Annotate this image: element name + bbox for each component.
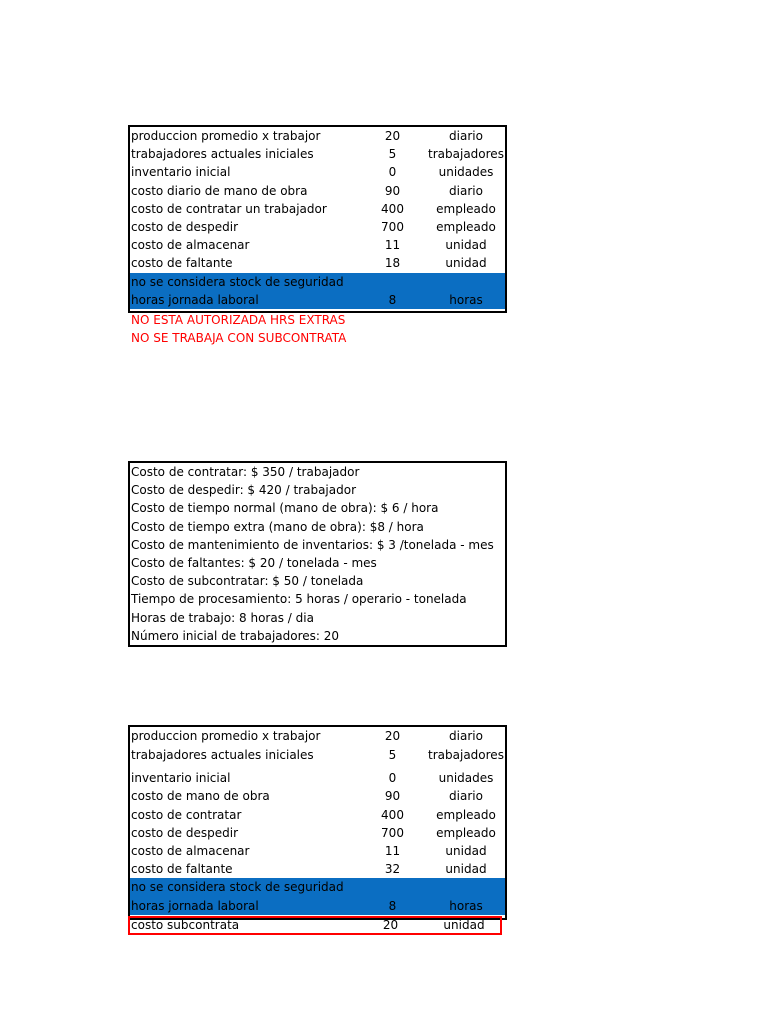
table-row bbox=[130, 236, 505, 254]
row-value: 5 bbox=[388, 748, 397, 763]
table-row bbox=[130, 769, 505, 787]
table-row bbox=[130, 842, 505, 860]
row-label: costo de contratar bbox=[131, 807, 242, 822]
row-value: 11 bbox=[384, 238, 401, 253]
row-label: no se considera stock de seguridad bbox=[131, 880, 344, 895]
subcontract-row-box bbox=[128, 916, 502, 935]
row-value: 700 bbox=[381, 219, 404, 234]
row-unit: unidades bbox=[438, 165, 494, 180]
row-label: horas jornada laboral bbox=[131, 898, 259, 913]
row-unit: unidad bbox=[445, 256, 487, 271]
row-unit: trabajadores bbox=[428, 748, 504, 763]
row-value: 20 bbox=[382, 918, 399, 932]
row-label: inventario inicial bbox=[131, 771, 231, 786]
row-value: 0 bbox=[388, 771, 397, 786]
cost-line: Costo de despedir: $ 420 / trabajador bbox=[131, 483, 356, 498]
row-label: costo diario de mano de obra bbox=[131, 183, 308, 198]
table-row bbox=[130, 254, 505, 272]
row-label: produccion promedio x trabajor bbox=[131, 729, 321, 743]
cost-line: Costo de tiempo extra (mano de obra): $8 / hora bbox=[131, 519, 424, 534]
row-value: 400 bbox=[381, 807, 404, 822]
table-row bbox=[130, 145, 505, 163]
row-unit: empleado bbox=[436, 201, 496, 216]
row-label: costo de faltante bbox=[131, 256, 233, 271]
table-row bbox=[130, 860, 505, 878]
row-label: trabajadores actuales iniciales bbox=[131, 748, 314, 763]
row-label: costo de despedir bbox=[131, 219, 239, 234]
cost-line: Tiempo de procesamiento: 5 horas / operario - tonelada bbox=[131, 592, 467, 607]
table-row bbox=[130, 200, 505, 218]
table-row bbox=[130, 824, 505, 842]
row-value: 0 bbox=[388, 165, 397, 180]
table-row-highlighted bbox=[130, 273, 505, 291]
table-row bbox=[130, 787, 505, 805]
table-row bbox=[130, 163, 505, 181]
row-value: 32 bbox=[384, 862, 401, 877]
row-unit: unidad bbox=[443, 918, 485, 932]
table-row bbox=[130, 745, 505, 769]
params-table-1 bbox=[128, 125, 507, 313]
row-unit: unidades bbox=[438, 771, 494, 786]
note-no-subcontract: NO SE TRABAJA CON SUBCONTRATA bbox=[131, 331, 347, 345]
params-table-2 bbox=[128, 725, 507, 920]
row-unit: diario bbox=[449, 789, 483, 804]
row-value: 5 bbox=[388, 147, 397, 162]
table-row bbox=[130, 218, 505, 236]
row-unit: trabajadores bbox=[428, 147, 504, 162]
row-label: inventario inicial bbox=[131, 165, 231, 180]
row-unit: unidad bbox=[445, 862, 487, 877]
row-unit: diario bbox=[449, 129, 483, 143]
row-label: costo de despedir bbox=[131, 825, 239, 840]
row-value: 90 bbox=[384, 183, 401, 198]
cost-line: Horas de trabajo: 8 horas / dia bbox=[131, 610, 314, 625]
row-value: 8 bbox=[388, 292, 397, 307]
note-no-overtime: NO ESTA AUTORIZADA HRS EXTRAS bbox=[131, 313, 346, 327]
row-unit: unidad bbox=[445, 843, 487, 858]
table-row bbox=[130, 127, 505, 145]
row-unit: diario bbox=[449, 183, 483, 198]
row-label: horas jornada laboral bbox=[131, 292, 259, 307]
cost-text-box bbox=[128, 461, 507, 647]
row-label: costo de faltante bbox=[131, 862, 233, 877]
row-label: costo de almacenar bbox=[131, 843, 250, 858]
table-row-highlighted bbox=[130, 897, 505, 915]
row-label: costo de mano de obra bbox=[131, 789, 270, 804]
row-value: 400 bbox=[381, 201, 404, 216]
row-label: no se considera stock de seguridad bbox=[131, 274, 344, 289]
row-value: 90 bbox=[384, 789, 401, 804]
row-unit: diario bbox=[449, 729, 483, 743]
row-value: 20 bbox=[384, 129, 401, 143]
row-value: 18 bbox=[384, 256, 401, 271]
cost-line: Costo de faltantes: $ 20 / tonelada - mes bbox=[131, 556, 377, 570]
row-value: 700 bbox=[381, 825, 404, 840]
row-value: 11 bbox=[384, 843, 401, 858]
table-row-highlighted bbox=[130, 878, 505, 896]
table-row bbox=[130, 727, 505, 745]
row-unit: horas bbox=[449, 898, 483, 913]
row-unit: empleado bbox=[436, 825, 496, 840]
table-row bbox=[130, 182, 505, 200]
row-unit: empleado bbox=[436, 219, 496, 234]
cost-line: Costo de tiempo normal (mano de obra): $ 6 / hora bbox=[131, 501, 439, 516]
cost-line: Costo de contratar: $ 350 / trabajador bbox=[131, 465, 360, 479]
table-row-highlighted bbox=[130, 291, 505, 309]
cost-line: Costo de mantenimiento de inventarios: $ 3 /tonelada - mes bbox=[131, 537, 494, 552]
cost-line: Costo de subcontratar: $ 50 / tonelada bbox=[131, 574, 364, 589]
row-label: costo de contratar un trabajador bbox=[131, 201, 327, 216]
row-label: produccion promedio x trabajor bbox=[131, 129, 321, 143]
row-unit: unidad bbox=[445, 238, 487, 253]
cost-line: Número inicial de trabajadores: 20 bbox=[131, 628, 340, 643]
row-value: 8 bbox=[388, 898, 397, 913]
table-row bbox=[130, 918, 500, 933]
table-row bbox=[130, 806, 505, 824]
row-label: trabajadores actuales iniciales bbox=[131, 147, 314, 162]
row-unit: empleado bbox=[436, 807, 496, 822]
row-value: 20 bbox=[384, 729, 401, 743]
row-label: costo subcontrata bbox=[131, 918, 240, 932]
row-label: costo de almacenar bbox=[131, 238, 250, 253]
row-unit: horas bbox=[449, 292, 483, 307]
